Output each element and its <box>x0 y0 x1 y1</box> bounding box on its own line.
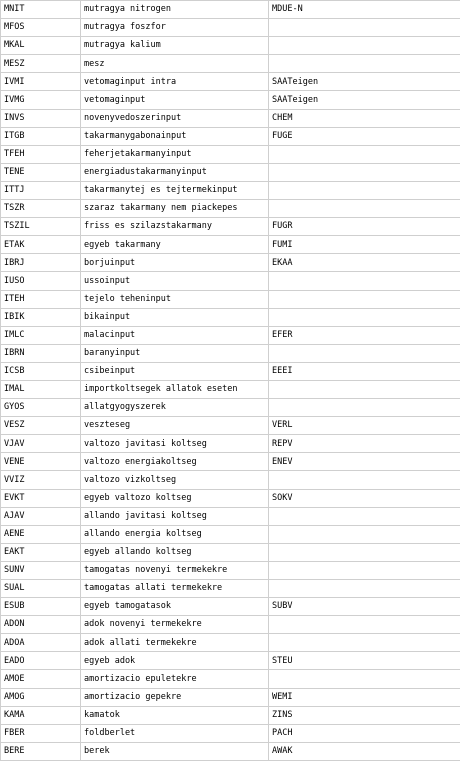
mapping-cell: FUMI <box>269 236 460 254</box>
table-row <box>1 236 460 254</box>
mapping-cell <box>269 634 460 652</box>
description-cell: borjuinput <box>81 254 269 272</box>
mapping-cell <box>269 145 460 163</box>
description-cell: amortizacio epuletekre <box>81 670 269 688</box>
description-cell: valtozo javitasi koltseg <box>81 435 269 453</box>
table-row <box>1 290 460 308</box>
table-row <box>1 634 460 652</box>
mapping-cell: SAATeigen <box>269 73 460 91</box>
code-cell: VENE <box>1 453 81 471</box>
description-cell: energiadustakarmanyinput <box>81 163 269 181</box>
code-cell: ITTJ <box>1 181 81 199</box>
description-cell: mutragya kalium <box>81 37 269 55</box>
mapping-cell <box>269 181 460 199</box>
description-cell: veszteseg <box>81 417 269 435</box>
table-row <box>1 652 460 670</box>
table-row <box>1 1 460 19</box>
code-cell: INVS <box>1 109 81 127</box>
code-cell: SUAL <box>1 580 81 598</box>
mapping-cell: AWAK <box>269 742 460 760</box>
mapping-cell <box>269 380 460 398</box>
mapping-cell: MDUE-N <box>269 1 460 19</box>
mapping-cell <box>269 471 460 489</box>
mapping-cell: ZINS <box>269 706 460 724</box>
code-cell: MKAL <box>1 37 81 55</box>
mapping-cell: EFER <box>269 326 460 344</box>
code-cell: EAKT <box>1 543 81 561</box>
mapping-cell: EKAA <box>269 254 460 272</box>
description-cell: allando javitasi koltseg <box>81 507 269 525</box>
description-cell: csibeinput <box>81 362 269 380</box>
code-cell: ESUB <box>1 598 81 616</box>
mapping-cell <box>269 399 460 417</box>
mapping-cell <box>269 507 460 525</box>
description-cell: takarmanygabonainput <box>81 127 269 145</box>
code-cell: KAMA <box>1 706 81 724</box>
mapping-cell: FUGE <box>269 127 460 145</box>
table-row <box>1 543 460 561</box>
code-cell: MNIT <box>1 1 81 19</box>
code-table-body <box>1 1 460 761</box>
table-row <box>1 561 460 579</box>
code-cell: VESZ <box>1 417 81 435</box>
table-row <box>1 127 460 145</box>
description-cell: friss es szilazstakarmany <box>81 218 269 236</box>
table-row <box>1 145 460 163</box>
description-cell: amortizacio gepekre <box>81 688 269 706</box>
table-row <box>1 91 460 109</box>
table-row <box>1 706 460 724</box>
code-cell: ITGB <box>1 127 81 145</box>
table-row <box>1 435 460 453</box>
table-row <box>1 200 460 218</box>
code-cell: GYOS <box>1 399 81 417</box>
table-row <box>1 326 460 344</box>
table-row <box>1 218 460 236</box>
table-row <box>1 55 460 73</box>
mapping-cell: SAATeigen <box>269 91 460 109</box>
code-cell: VJAV <box>1 435 81 453</box>
code-cell: FBER <box>1 724 81 742</box>
mapping-cell: CHEM <box>269 109 460 127</box>
code-cell: IUSO <box>1 272 81 290</box>
code-cell: AJAV <box>1 507 81 525</box>
description-cell: bikainput <box>81 308 269 326</box>
table-row <box>1 73 460 91</box>
description-cell: mesz <box>81 55 269 73</box>
mapping-cell: SOKV <box>269 489 460 507</box>
mapping-cell <box>269 163 460 181</box>
code-cell: IVMG <box>1 91 81 109</box>
code-cell: IBIK <box>1 308 81 326</box>
mapping-cell <box>269 290 460 308</box>
code-cell: ADOA <box>1 634 81 652</box>
description-cell: kamatok <box>81 706 269 724</box>
code-cell: MFOS <box>1 19 81 37</box>
mapping-cell <box>269 200 460 218</box>
table-row <box>1 19 460 37</box>
code-cell: IMAL <box>1 380 81 398</box>
table-row <box>1 616 460 634</box>
code-cell: IBRJ <box>1 254 81 272</box>
code-cell: TSZIL <box>1 218 81 236</box>
mapping-cell: EEEI <box>269 362 460 380</box>
mapping-cell <box>269 616 460 634</box>
mapping-cell <box>269 55 460 73</box>
table-row <box>1 670 460 688</box>
mapping-cell: ENEV <box>269 453 460 471</box>
code-cell: TENE <box>1 163 81 181</box>
table-row <box>1 525 460 543</box>
description-cell: allatgyogyszerek <box>81 399 269 417</box>
table-row <box>1 380 460 398</box>
description-cell: egyeb takarmany <box>81 236 269 254</box>
description-cell: tamogatas novenyi termekekre <box>81 561 269 579</box>
code-cell: EVKT <box>1 489 81 507</box>
code-cell: IVMI <box>1 73 81 91</box>
table-row <box>1 453 460 471</box>
table-row <box>1 344 460 362</box>
mapping-cell <box>269 670 460 688</box>
table-row <box>1 724 460 742</box>
table-row <box>1 109 460 127</box>
description-cell: egyeb valtozo koltseg <box>81 489 269 507</box>
mapping-cell: FUGR <box>269 218 460 236</box>
mapping-cell <box>269 525 460 543</box>
description-cell: egyeb tamogatasok <box>81 598 269 616</box>
description-cell: takarmanytej es tejtermekinput <box>81 181 269 199</box>
description-cell: malacinput <box>81 326 269 344</box>
table-row <box>1 417 460 435</box>
description-cell: mutragya nitrogen <box>81 1 269 19</box>
description-cell: valtozo energiakoltseg <box>81 453 269 471</box>
mapping-cell <box>269 37 460 55</box>
mapping-cell: WEMI <box>269 688 460 706</box>
description-cell: importkoltsegek allatok eseten <box>81 380 269 398</box>
code-cell: AMOG <box>1 688 81 706</box>
description-cell: adok novenyi termekekre <box>81 616 269 634</box>
code-cell: IBRN <box>1 344 81 362</box>
description-cell: baranyinput <box>81 344 269 362</box>
description-cell: egyeb adok <box>81 652 269 670</box>
code-cell: AENE <box>1 525 81 543</box>
description-cell: egyeb allando koltseg <box>81 543 269 561</box>
mapping-cell: PACH <box>269 724 460 742</box>
code-cell: VVIZ <box>1 471 81 489</box>
code-cell: AMOE <box>1 670 81 688</box>
table-row <box>1 254 460 272</box>
description-cell: adok allati termekekre <box>81 634 269 652</box>
table-row <box>1 308 460 326</box>
description-cell: allando energia koltseg <box>81 525 269 543</box>
mapping-cell <box>269 19 460 37</box>
code-cell: TFEH <box>1 145 81 163</box>
mapping-cell <box>269 543 460 561</box>
code-cell: MESZ <box>1 55 81 73</box>
table-row <box>1 163 460 181</box>
description-cell: mutragya foszfor <box>81 19 269 37</box>
code-cell: ITEH <box>1 290 81 308</box>
code-cell: ADON <box>1 616 81 634</box>
description-cell: tejelo teheninput <box>81 290 269 308</box>
table-row <box>1 399 460 417</box>
table-row <box>1 580 460 598</box>
table-row <box>1 471 460 489</box>
table-row <box>1 489 460 507</box>
code-cell: ETAK <box>1 236 81 254</box>
code-cell: EADO <box>1 652 81 670</box>
description-cell: szaraz takarmany nem piackepes <box>81 200 269 218</box>
description-cell: vetomaginput intra <box>81 73 269 91</box>
table-row <box>1 598 460 616</box>
mapping-cell: SUBV <box>269 598 460 616</box>
table-row <box>1 272 460 290</box>
description-cell: berek <box>81 742 269 760</box>
code-cell: TSZR <box>1 200 81 218</box>
code-cell: IMLC <box>1 326 81 344</box>
mapping-cell <box>269 272 460 290</box>
mapping-cell: STEU <box>269 652 460 670</box>
code-cell: ICSB <box>1 362 81 380</box>
mapping-cell <box>269 344 460 362</box>
code-cell: SUNV <box>1 561 81 579</box>
table-row <box>1 507 460 525</box>
mapping-cell: VERL <box>269 417 460 435</box>
mapping-cell: REPV <box>269 435 460 453</box>
description-cell: valtozo vizkoltseg <box>81 471 269 489</box>
description-cell: feherjetakarmanyinput <box>81 145 269 163</box>
table-row <box>1 742 460 760</box>
table-row <box>1 362 460 380</box>
mapping-cell <box>269 561 460 579</box>
table-row <box>1 688 460 706</box>
description-cell: ussoinput <box>81 272 269 290</box>
description-cell: vetomaginput <box>81 91 269 109</box>
table-row <box>1 37 460 55</box>
code-cell: BERE <box>1 742 81 760</box>
mapping-cell <box>269 580 460 598</box>
mapping-cell <box>269 308 460 326</box>
description-cell: novenyvedoszerinput <box>81 109 269 127</box>
description-cell: tamogatas allati termekekre <box>81 580 269 598</box>
table-row <box>1 181 460 199</box>
description-cell: foldberlet <box>81 724 269 742</box>
